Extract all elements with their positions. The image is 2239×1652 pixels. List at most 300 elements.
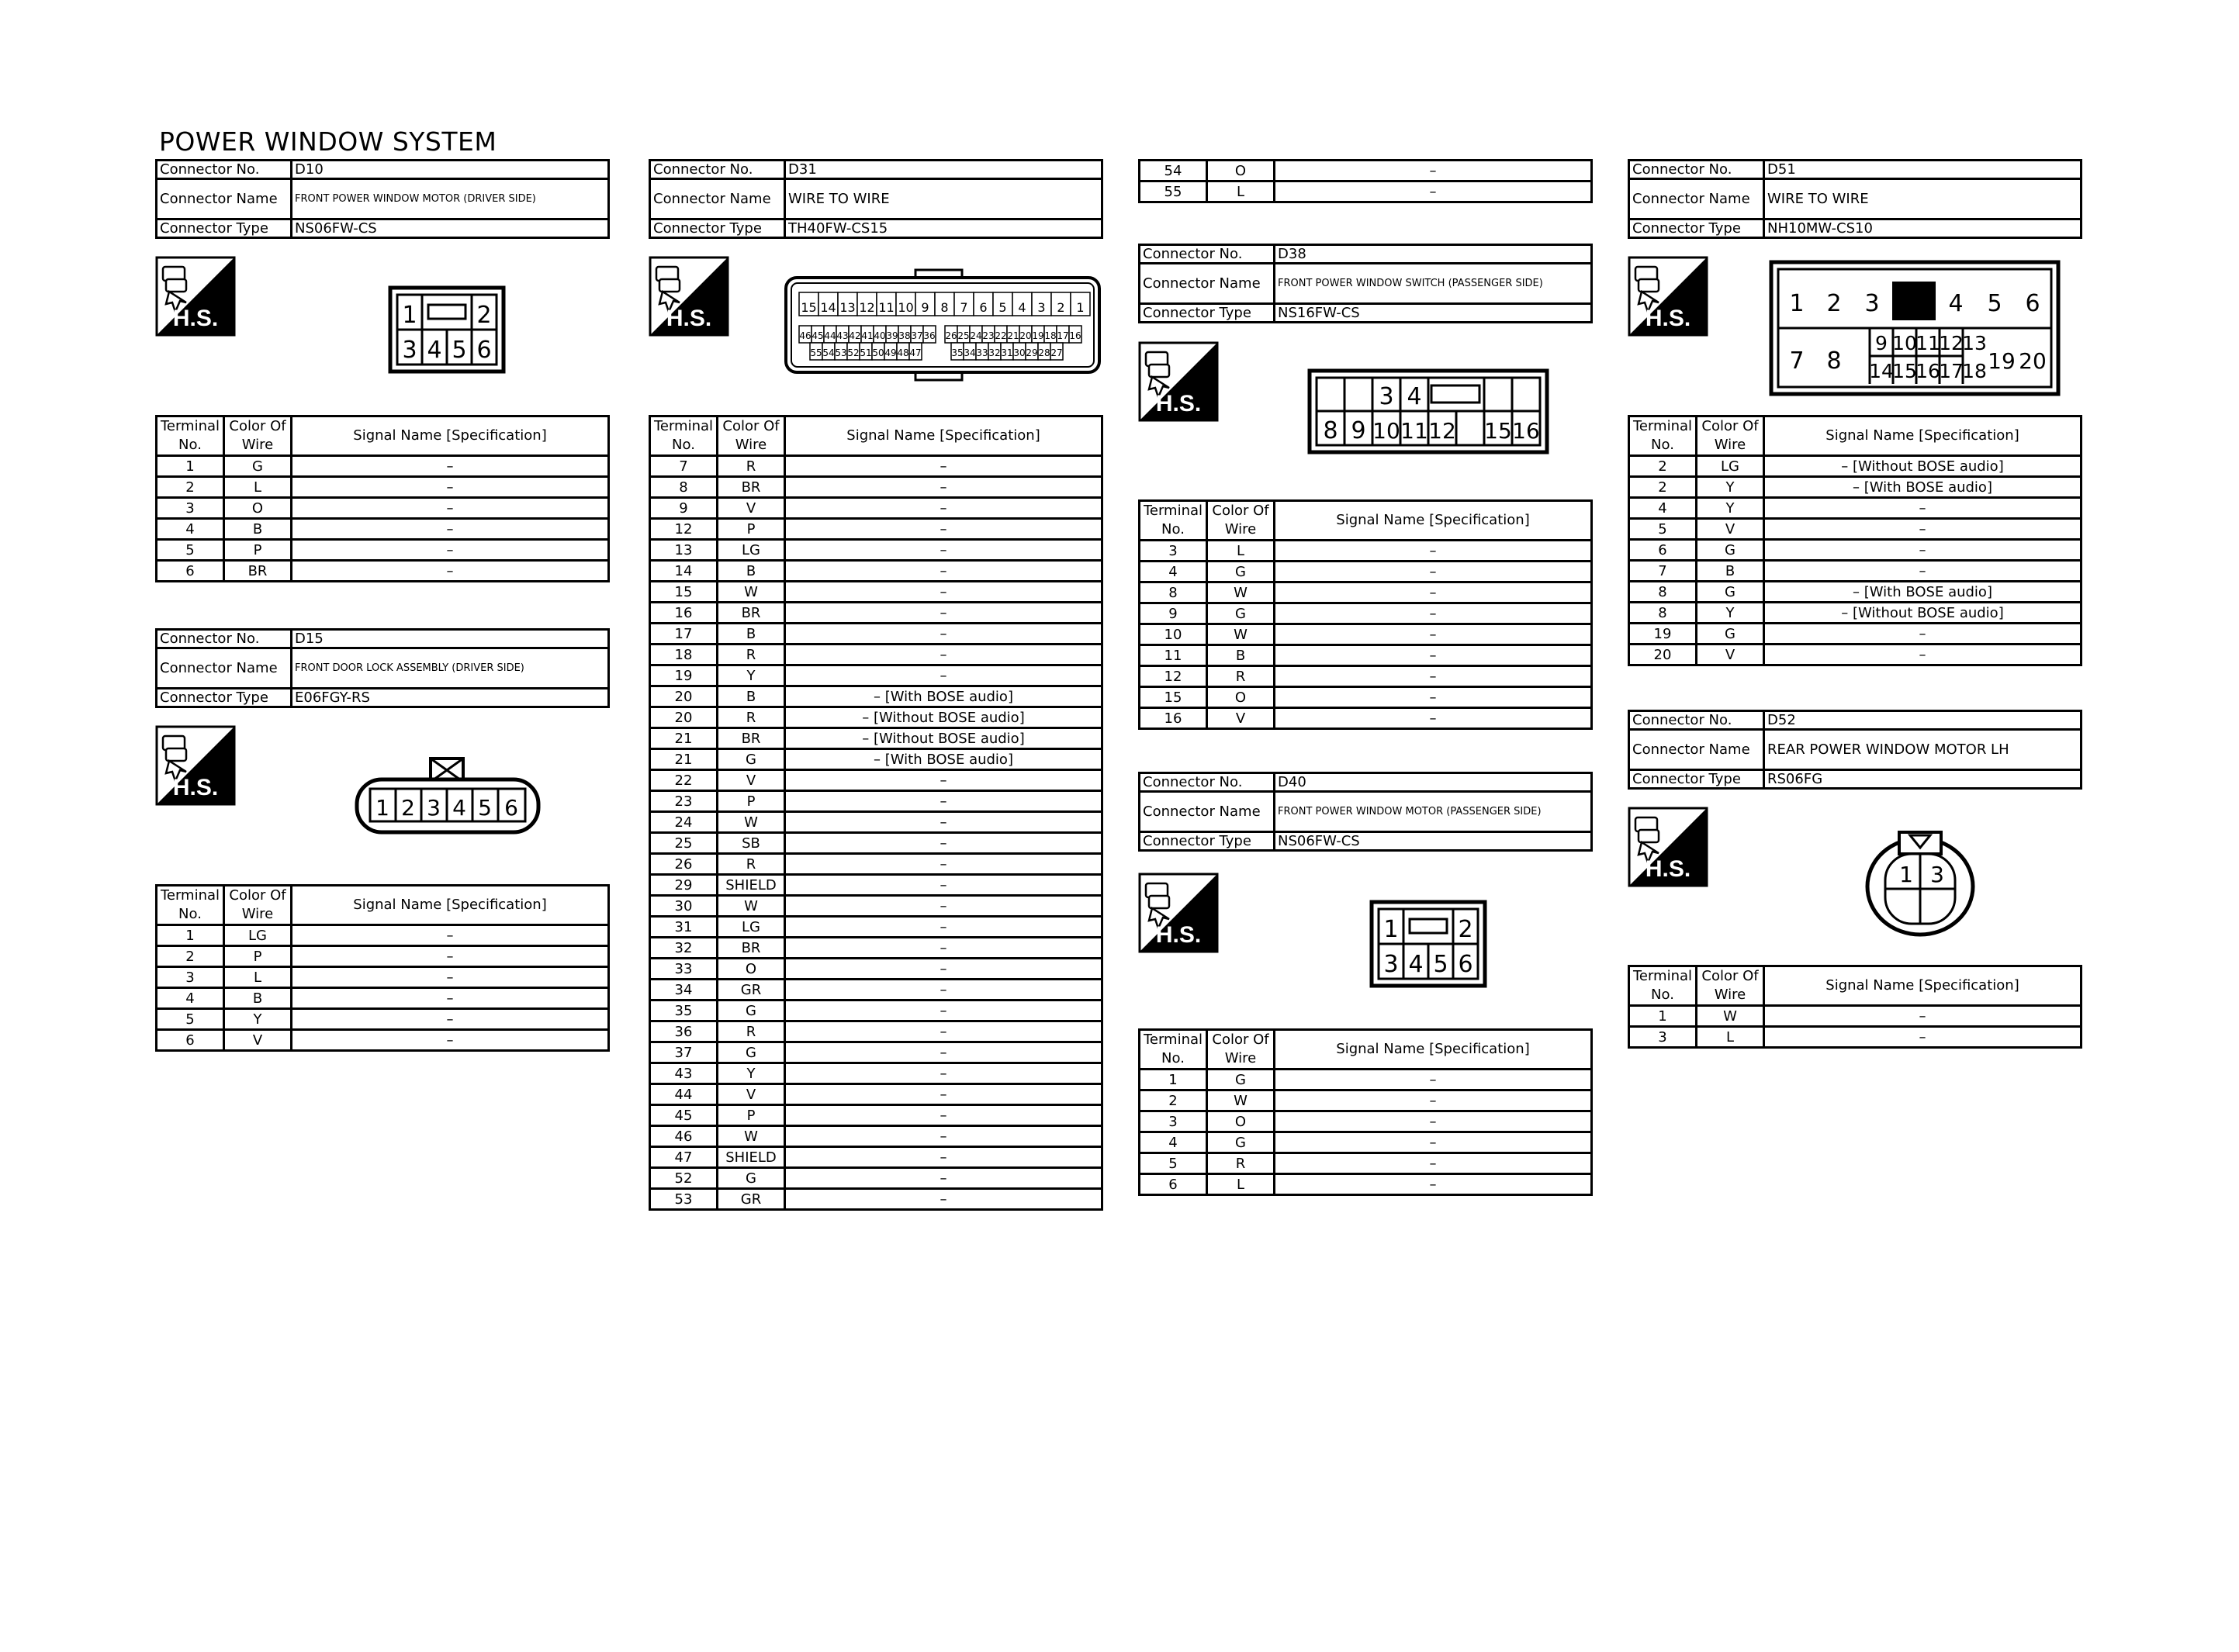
signal-name-cell: –: [1275, 624, 1592, 645]
connector-type-value: NS06FW-CS: [1275, 832, 1592, 851]
signal-name-cell: –: [1764, 1006, 2082, 1027]
signal-name-cell: –: [292, 477, 609, 498]
connector-name-value: REAR POWER WINDOW MOTOR LH: [1764, 730, 2082, 770]
pin-label: 2: [1826, 290, 1842, 317]
hs-badge-text: H.S.: [172, 306, 219, 331]
pin-label: 46: [799, 330, 812, 341]
table-row: [650, 624, 1102, 645]
signal-name-cell: – [Without BOSE audio]: [785, 728, 1102, 749]
signal-name-cell: –: [785, 770, 1102, 791]
pin-label: 9: [921, 300, 929, 315]
pin-label: 26: [945, 330, 957, 341]
wire-color-cell: V: [1697, 519, 1764, 540]
signal-name-cell: –: [1764, 498, 2082, 519]
table-row: [650, 1105, 1102, 1126]
pin-label: 47: [909, 347, 922, 358]
signal-name-cell: –: [1275, 161, 1592, 181]
wire-color-cell: O: [718, 959, 785, 980]
terminal-no-cell: 22: [650, 770, 718, 791]
pin-label: 8: [1826, 347, 1842, 375]
wire-color-cell: GR: [718, 1189, 785, 1210]
connector-name-label: Connector Name: [1629, 730, 1764, 770]
terminal-no-cell: 47: [650, 1147, 718, 1168]
signal-name-cell: –: [1275, 1132, 1592, 1153]
terminal-no-cell: 6: [157, 561, 224, 582]
pin-label: 9: [1875, 332, 1888, 354]
table-row: [650, 959, 1102, 980]
signal-name-cell: –: [1275, 181, 1592, 202]
signal-name-cell: – [With BOSE audio]: [785, 686, 1102, 707]
table-row: [650, 1168, 1102, 1189]
wire-color-cell: BR: [718, 603, 785, 624]
connector-no-value: D10: [292, 161, 609, 179]
table-row: [157, 456, 609, 477]
terminal-no-cell: 45: [650, 1105, 718, 1126]
table-row: [1629, 456, 2082, 477]
wire-color-cell: L: [224, 477, 292, 498]
pin-label: 12: [859, 300, 875, 315]
terminal-no-cell: 5: [157, 540, 224, 561]
connector-name-value: FRONT DOOR LOCK ASSEMBLY (DRIVER SIDE): [292, 648, 609, 689]
color-of-wire-header: Color Of Wire: [1207, 1030, 1275, 1070]
terminal-table-d10: [155, 415, 610, 582]
terminal-no-cell: 15: [650, 582, 718, 603]
signal-name-cell: –: [785, 603, 1102, 624]
pin-label: 4: [452, 795, 466, 821]
wire-color-cell: LG: [718, 540, 785, 561]
table-row: [1629, 645, 2082, 665]
terminal-no-cell: 43: [650, 1063, 718, 1084]
harness-side-icon: [1138, 873, 1219, 956]
connector-no-label: Connector No.: [157, 630, 292, 648]
pin-label: 13: [839, 300, 856, 315]
signal-name-cell: –: [785, 1147, 1102, 1168]
terminal-no-cell: 33: [650, 959, 718, 980]
wire-color-cell: SB: [718, 833, 785, 854]
pin-label: 21: [1007, 330, 1019, 341]
signal-name-cell: –: [1275, 708, 1592, 729]
table-row: [650, 1021, 1102, 1042]
signal-name-cell: –: [1764, 540, 2082, 561]
pin-label: 1: [1076, 300, 1085, 315]
harness-side-icon: [1628, 256, 1708, 340]
signal-name-cell: –: [785, 812, 1102, 833]
wire-color-cell: V: [718, 770, 785, 791]
terminal-no-cell: 29: [650, 875, 718, 896]
terminal-no-cell: 16: [1140, 708, 1207, 729]
table-row: [157, 946, 609, 967]
wire-color-cell: LG: [1697, 456, 1764, 477]
signal-name-header: Signal Name [Specification]: [1275, 501, 1592, 541]
table-row: [650, 1063, 1102, 1084]
pin-label: 15: [1892, 360, 1917, 382]
table-row: [650, 1084, 1102, 1105]
pin-label: 39: [886, 330, 898, 341]
terminal-table-d38: [1138, 499, 1593, 730]
terminal-no-cell: 52: [650, 1168, 718, 1189]
table-row: [157, 967, 609, 988]
pin-label: 1: [1789, 290, 1805, 317]
terminal-no-cell: 19: [650, 665, 718, 686]
pin-label: 15: [1484, 418, 1512, 444]
terminal-no-cell: 6: [1140, 1174, 1207, 1195]
signal-name-cell: –: [1764, 645, 2082, 665]
wire-color-cell: P: [224, 540, 292, 561]
connector-no-label: Connector No.: [1140, 773, 1275, 792]
pin-label: 17: [1939, 360, 1964, 382]
wire-color-cell: P: [718, 519, 785, 540]
signal-name-cell: –: [1275, 1174, 1592, 1195]
table-row: [1140, 1174, 1592, 1195]
signal-name-cell: –: [292, 925, 609, 946]
pin-label: 27: [1050, 347, 1063, 358]
color-of-wire-header: Color Of Wire: [1207, 501, 1275, 541]
signal-name-cell: –: [785, 477, 1102, 498]
signal-name-cell: – [Without BOSE audio]: [1764, 603, 2082, 624]
pin-label: 15: [801, 300, 817, 315]
terminal-no-cell: 8: [650, 477, 718, 498]
connector-type-value: RS06FG: [1764, 770, 2082, 789]
hs-badge-text: H.S.: [1155, 391, 1202, 416]
table-row: [1140, 645, 1592, 666]
connector-name-value: FRONT POWER WINDOW MOTOR (PASSENGER SIDE): [1275, 792, 1592, 832]
pin-label: 24: [970, 330, 982, 341]
pin-label: 53: [835, 347, 847, 358]
table-row: [1140, 624, 1592, 645]
wire-color-cell: Y: [718, 665, 785, 686]
table-row: [650, 498, 1102, 519]
wire-color-cell: R: [718, 456, 785, 477]
table-row: [1629, 1006, 2082, 1027]
table-row: [1140, 708, 1592, 729]
connector-no-value: D15: [292, 630, 609, 648]
pin-label: 4: [427, 337, 442, 364]
table-row: [1140, 1132, 1592, 1153]
signal-name-header: Signal Name [Specification]: [292, 886, 609, 925]
signal-name-cell: –: [292, 1009, 609, 1030]
table-row: [157, 498, 609, 519]
signal-name-cell: –: [1275, 603, 1592, 624]
wire-color-cell: V: [1697, 645, 1764, 665]
wire-color-cell: B: [224, 988, 292, 1009]
table-row: [1629, 519, 2082, 540]
table-row: [650, 1189, 1102, 1210]
terminal-no-cell: 17: [650, 624, 718, 645]
pin-label: 14: [820, 300, 836, 315]
table-row: [650, 854, 1102, 875]
table-row: [157, 477, 609, 498]
pin-label: 34: [964, 347, 976, 358]
connector-type-label: Connector Type: [1629, 219, 1764, 238]
signal-name-cell: –: [785, 1126, 1102, 1147]
signal-name-cell: –: [292, 456, 609, 477]
pin-label: 3: [1383, 951, 1399, 978]
terminal-no-header: Terminal No.: [650, 416, 718, 456]
pin-label: 5: [998, 300, 1007, 315]
pin-label: 6: [1458, 951, 1473, 978]
wire-color-cell: R: [1207, 666, 1275, 687]
wire-color-cell: O: [1207, 161, 1275, 181]
wire-color-cell: BR: [718, 477, 785, 498]
connector-info-d10: [155, 159, 610, 239]
terminal-no-cell: 35: [650, 1001, 718, 1021]
table-row: [1140, 562, 1592, 582]
table-row: [650, 896, 1102, 917]
terminal-no-cell: 4: [157, 519, 224, 540]
table-row: [157, 519, 609, 540]
pin-label: 32: [988, 347, 1001, 358]
signal-name-cell: –: [785, 1168, 1102, 1189]
table-row: [650, 833, 1102, 854]
wire-color-cell: G: [1207, 1070, 1275, 1090]
pin-label: 37: [911, 330, 923, 341]
signal-name-cell: –: [292, 1030, 609, 1051]
pin-label: 3: [1864, 290, 1880, 317]
connector-no-value: D51: [1764, 161, 2082, 179]
signal-name-cell: –: [785, 519, 1102, 540]
table-row: [650, 603, 1102, 624]
terminal-table-d52: [1628, 965, 2082, 1049]
page-title: POWER WINDOW SYSTEM: [159, 126, 497, 157]
terminal-no-cell: 2: [157, 946, 224, 967]
terminal-no-cell: 32: [650, 938, 718, 959]
terminal-table-d40: [1138, 1028, 1593, 1196]
terminal-no-cell: 18: [650, 645, 718, 665]
pin-label: 6: [979, 300, 988, 315]
terminal-no-cell: 4: [157, 988, 224, 1009]
color-of-wire-header: Color Of Wire: [718, 416, 785, 456]
wire-color-cell: B: [1207, 645, 1275, 666]
terminal-no-header: Terminal No.: [1629, 966, 1697, 1006]
wire-color-cell: R: [718, 854, 785, 875]
terminal-no-cell: 21: [650, 749, 718, 770]
terminal-no-cell: 21: [650, 728, 718, 749]
signal-name-cell: –: [1275, 687, 1592, 708]
wire-color-cell: V: [718, 498, 785, 519]
pin-label: 4: [1948, 290, 1964, 317]
table-row: [1140, 687, 1592, 708]
signal-name-cell: –: [785, 1042, 1102, 1063]
terminal-no-header: Terminal No.: [1140, 1030, 1207, 1070]
signal-name-cell: –: [1275, 1111, 1592, 1132]
table-row: [1140, 1111, 1592, 1132]
table-row: [650, 645, 1102, 665]
terminal-no-cell: 6: [157, 1030, 224, 1051]
wire-color-cell: B: [1697, 561, 1764, 582]
connector-face-d31: [784, 268, 1109, 388]
terminal-no-cell: 4: [1140, 562, 1207, 582]
signal-name-cell: –: [1275, 562, 1592, 582]
pin-label: 25: [957, 330, 970, 341]
table-row: [1629, 1027, 2082, 1048]
pin-label: 14: [1869, 360, 1894, 382]
wire-color-cell: W: [1207, 582, 1275, 603]
table-row: [157, 561, 609, 582]
terminal-no-cell: 15: [1140, 687, 1207, 708]
connector-type-label: Connector Type: [1140, 832, 1275, 851]
signal-name-cell: – [With BOSE audio]: [1764, 582, 2082, 603]
connector-info-d15: [155, 628, 610, 708]
signal-name-cell: –: [785, 833, 1102, 854]
signal-name-cell: –: [1764, 1027, 2082, 1048]
wire-color-cell: GR: [718, 980, 785, 1001]
signal-name-cell: –: [1764, 519, 2082, 540]
connector-type-label: Connector Type: [157, 689, 292, 707]
wire-color-cell: G: [1697, 540, 1764, 561]
terminal-no-cell: 3: [1140, 541, 1207, 562]
connector-type-value: NS16FW-CS: [1275, 304, 1592, 323]
signal-name-cell: –: [785, 1189, 1102, 1210]
connector-name-value: FRONT POWER WINDOW SWITCH (PASSENGER SIDE): [1275, 264, 1592, 304]
wire-color-cell: R: [718, 1021, 785, 1042]
connector-no-label: Connector No.: [1140, 245, 1275, 264]
wire-color-cell: BR: [718, 938, 785, 959]
harness-side-icon: [649, 256, 729, 340]
wire-color-cell: G: [718, 749, 785, 770]
pin-label: 43: [836, 330, 849, 341]
terminal-no-cell: 19: [1629, 624, 1697, 645]
pin-label: 49: [884, 347, 897, 358]
harness-side-icon: [1628, 807, 1708, 890]
table-row: [650, 791, 1102, 812]
color-of-wire-header: Color Of Wire: [1697, 966, 1764, 1006]
terminal-table-d51: [1628, 415, 2082, 666]
pin-label: 2: [401, 795, 415, 821]
connector-info-d51: [1628, 159, 2082, 239]
connector-type-label: Connector Type: [650, 219, 785, 238]
pin-label: 17: [1057, 330, 1069, 341]
signal-name-cell: –: [785, 1063, 1102, 1084]
table-row: [1140, 1153, 1592, 1174]
terminal-no-cell: 5: [1140, 1153, 1207, 1174]
terminal-no-cell: 9: [650, 498, 718, 519]
harness-side-icon: [155, 256, 236, 340]
wire-color-cell: G: [718, 1042, 785, 1063]
connector-no-value: D38: [1275, 245, 1592, 264]
pin-label: 16: [1512, 418, 1540, 444]
terminal-no-cell: 3: [157, 967, 224, 988]
pin-label: 18: [1962, 360, 1987, 382]
connector-no-label: Connector No.: [1629, 161, 1764, 179]
terminal-no-cell: 53: [650, 1189, 718, 1210]
pin-label: 33: [976, 347, 988, 358]
terminal-no-cell: 20: [650, 686, 718, 707]
connector-type-value: NS06FW-CS: [292, 219, 609, 238]
pin-label: 11: [1915, 332, 1940, 354]
pin-label: 11: [1400, 418, 1428, 444]
table-row: [1140, 161, 1592, 181]
pin-label: 29: [1026, 347, 1038, 358]
terminal-no-cell: 8: [1629, 603, 1697, 624]
hs-badge-text: H.S.: [666, 306, 712, 331]
signal-name-cell: –: [785, 624, 1102, 645]
terminal-no-cell: 37: [650, 1042, 718, 1063]
signal-name-cell: –: [785, 980, 1102, 1001]
pin-label: 10: [898, 300, 914, 315]
connector-no-label: Connector No.: [157, 161, 292, 179]
terminal-no-cell: 6: [1629, 540, 1697, 561]
pin-label: 30: [1013, 347, 1026, 358]
connector-type-value: NH10MW-CS10: [1764, 219, 2082, 238]
connector-name-label: Connector Name: [1140, 792, 1275, 832]
pin-label: 28: [1038, 347, 1050, 358]
wire-color-cell: W: [718, 582, 785, 603]
pin-label: 5: [478, 795, 492, 821]
terminal-no-cell: 1: [157, 925, 224, 946]
pin-label: 3: [1930, 862, 1944, 887]
pin-label: 10: [1372, 418, 1400, 444]
wire-color-cell: O: [224, 498, 292, 519]
pin-label: 7: [960, 300, 968, 315]
wire-color-cell: L: [1697, 1027, 1764, 1048]
terminal-no-cell: 20: [1629, 645, 1697, 665]
signal-name-cell: –: [785, 498, 1102, 519]
signal-name-cell: –: [292, 498, 609, 519]
terminal-no-header: Terminal No.: [157, 886, 224, 925]
pin-label: 35: [951, 347, 964, 358]
table-row: [1140, 541, 1592, 562]
table-row: [650, 875, 1102, 896]
table-row: [650, 1147, 1102, 1168]
connector-name-label: Connector Name: [157, 179, 292, 219]
pin-label: 20: [1019, 330, 1032, 341]
table-row: [650, 540, 1102, 561]
pin-label: 13: [1962, 332, 1987, 354]
signal-name-cell: –: [292, 561, 609, 582]
pin-label: 3: [1037, 300, 1046, 315]
terminal-no-cell: 8: [1140, 582, 1207, 603]
terminal-table-d31: [649, 415, 1103, 1211]
terminal-no-cell: 2: [157, 477, 224, 498]
pin-label: 6: [2025, 290, 2040, 317]
wire-color-cell: W: [1697, 1006, 1764, 1027]
signal-name-cell: –: [292, 967, 609, 988]
pin-label: 10: [1892, 332, 1917, 354]
table-row: [1629, 603, 2082, 624]
wire-color-cell: R: [718, 707, 785, 728]
wire-color-cell: SHIELD: [718, 875, 785, 896]
wire-color-cell: P: [224, 946, 292, 967]
terminal-no-cell: 4: [1140, 1132, 1207, 1153]
wire-color-cell: G: [1207, 1132, 1275, 1153]
wire-color-cell: Y: [224, 1009, 292, 1030]
table-row: [650, 686, 1102, 707]
table-row: [1140, 603, 1592, 624]
connector-face-d38: [1307, 368, 1552, 455]
terminal-table-d15: [155, 884, 610, 1052]
signal-name-cell: –: [1275, 582, 1592, 603]
pin-label: 1: [375, 795, 389, 821]
connector-name-value: WIRE TO WIRE: [1764, 179, 2082, 219]
pin-label: 23: [982, 330, 995, 341]
table-row: [650, 582, 1102, 603]
pin-label: 40: [874, 330, 886, 341]
signal-name-cell: –: [292, 519, 609, 540]
terminal-no-cell: 16: [650, 603, 718, 624]
connector-face-d40: [1369, 900, 1493, 989]
table-row: [1629, 498, 2082, 519]
connector-type-label: Connector Type: [1629, 770, 1764, 789]
table-row: [1629, 540, 2082, 561]
signal-name-header: Signal Name [Specification]: [1764, 416, 2082, 456]
terminal-no-cell: 24: [650, 812, 718, 833]
connector-no-label: Connector No.: [1629, 711, 1764, 730]
terminal-no-cell: 3: [1140, 1111, 1207, 1132]
pin-label: 8: [940, 300, 949, 315]
table-row: [650, 1001, 1102, 1021]
signal-name-cell: –: [785, 1021, 1102, 1042]
pin-label: 3: [402, 337, 417, 364]
